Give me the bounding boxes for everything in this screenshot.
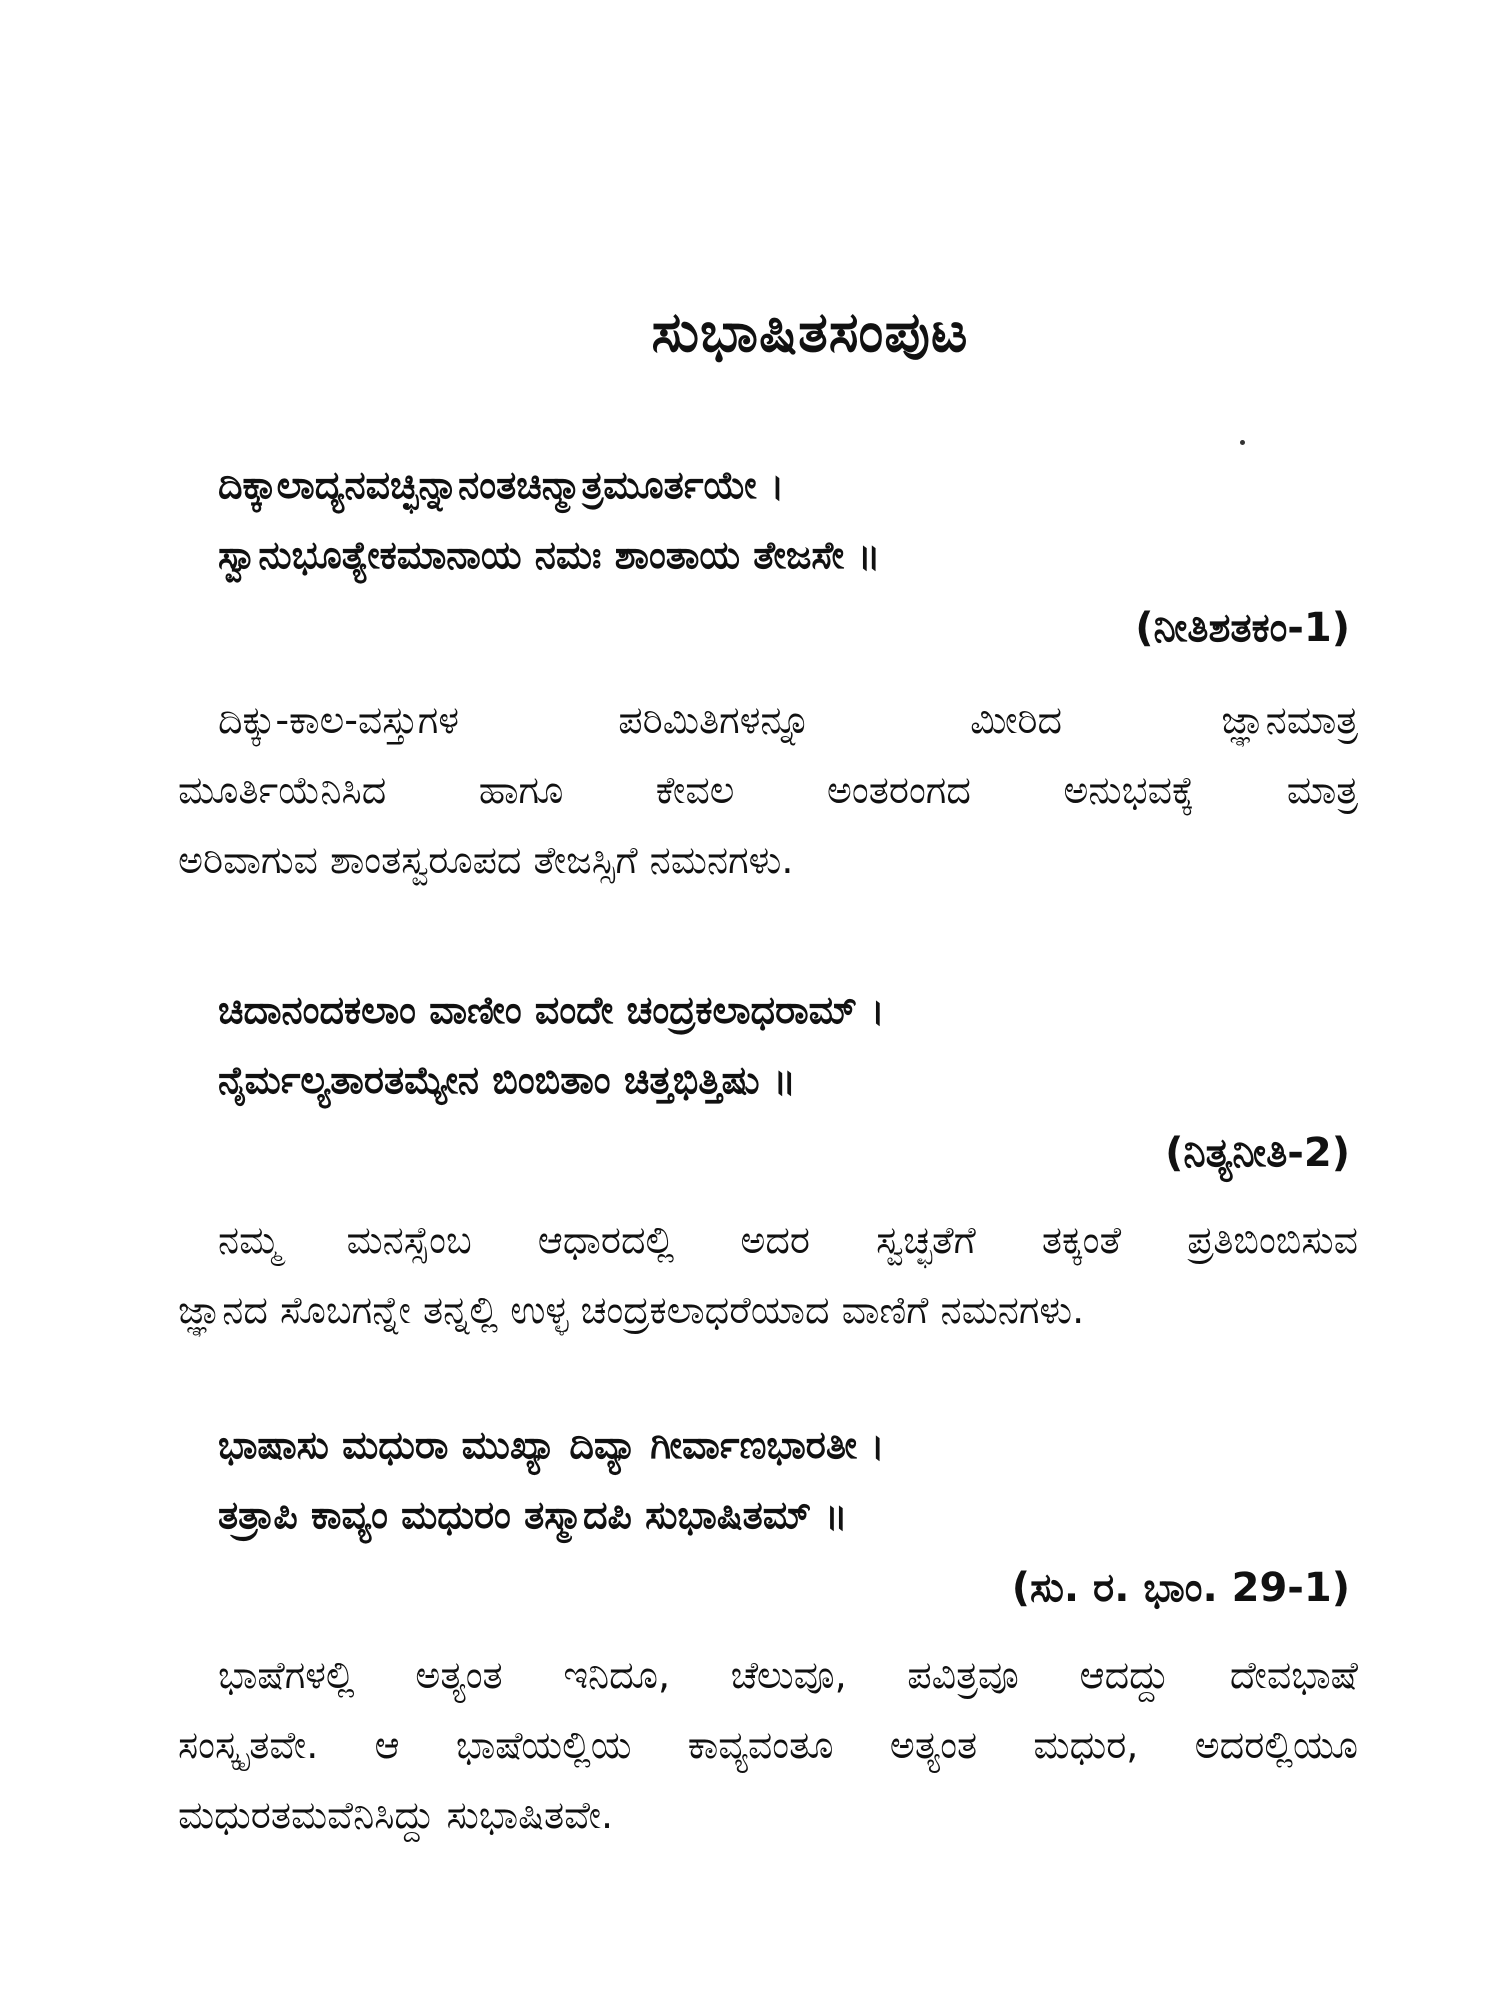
meaning-line: ಸಂಸ್ಕೃತವೇ. ಆ ಭಾಷೆಯಲ್ಲಿಯ ಕಾವ್ಯವಂತೂ ಅತ್ಯಂತ ಮಧುರ, ಅದರಲ್ಲಿಯೂ — [178, 1723, 1358, 1767]
meaning-block-1 — [178, 685, 1358, 895]
verse-source-3: (ಸು. ರ. ಭಾಂ. 29-1) — [1011, 1565, 1350, 1611]
verse-line: ಭಾಷಾಸು ಮಧುರಾ ಮುಖ್ಯಾ ದಿವ್ಯಾ ಗೀರ್ವಾಣಭಾರತೀ । — [218, 1423, 885, 1467]
stray-dot — [1240, 440, 1245, 445]
verse-line: ಚಿದಾನಂದಕಲಾಂ ವಾಣೀಂ ವಂದೇ ಚಂದ್ರಕಲಾಧರಾಮ್ । — [218, 988, 885, 1032]
verse-block-2 — [218, 975, 1378, 1115]
meaning-block-2 — [178, 1205, 1358, 1345]
verse-line: ಸ್ವಾನುಭೂತ್ಯೇಕಮಾನಾಯ ನಮಃ ಶಾಂತಾಯ ತೇಜಸೇ ॥ — [218, 533, 881, 577]
verse-source-2: (ನಿತ್ಯನೀತಿ-2) — [1165, 1130, 1350, 1176]
meaning-line: ನಮ್ಮ ಮನಸ್ಸೆಂಬ ಆಧಾರದಲ್ಲಿ ಅದರ ಸ್ವಚ್ಛತೆಗೆ ತಕ್ಕಂತೆ ಪ್ರತಿಬಿಂಬಿಸುವ — [218, 1218, 1358, 1262]
meaning-line: ಭಾಷೆಗಳಲ್ಲಿ ಅತ್ಯಂತ ಇನಿದೂ, ಚೆಲುವೂ, ಪವಿತ್ರವೂ ಆದದ್ದು ದೇವಭಾಷೆ — [218, 1653, 1358, 1697]
meaning-line: ಮೂರ್ತಿಯೆನಿಸಿದ ಹಾಗೂ ಕೇವಲ ಅಂತರಂಗದ ಅನುಭವಕ್ಕೆ ಮಾತ್ರ — [178, 768, 1358, 812]
verse-block-3 — [218, 1410, 1378, 1550]
verse-line: ದಿಕ್ಕಾಲಾದ್ಯನವಚ್ಛಿನ್ನಾನಂತಚಿನ್ಮಾತ್ರಮೂರ್ತಯೇ । — [218, 463, 785, 507]
verse-block-1 — [218, 450, 1378, 590]
meaning-line: ಜ್ಞಾನದ ಸೊಬಗನ್ನೇ ತನ್ನಲ್ಲಿ ಉಳ್ಳ ಚಂದ್ರಕಲಾಧರೆಯಾದ ವಾಣಿಗೆ ನಮನಗಳು. — [178, 1288, 1085, 1332]
verse-source-1: (ನೀತಿಶತಕಂ-1) — [1135, 605, 1350, 651]
verse-line: ತತ್ರಾಪಿ ಕಾವ್ಯಂ ಮಧುರಂ ತಸ್ಮಾದಪಿ ಸುಭಾಷಿತಮ್ ॥ — [218, 1493, 848, 1537]
page-title: ಸುಭಾಷಿತಸಂಪುಟ — [651, 300, 969, 365]
meaning-line: ದಿಕ್ಕು-ಕಾಲ-ವಸ್ತುಗಳ ಪರಿಮಿತಿಗಳನ್ನೂ ಮೀರಿದ ಜ್ಞಾನಮಾತ್ರ — [218, 698, 1358, 742]
meaning-line: ಅರಿವಾಗುವ ಶಾಂತಸ್ವರೂಪದ ತೇಜಸ್ಸಿಗೆ ನಮನಗಳು. — [178, 838, 794, 882]
meaning-block-3 — [178, 1640, 1358, 1850]
verse-line: ನೈರ್ಮಲ್ಯತಾರತಮ್ಯೇನ ಬಿಂಬಿತಾಂ ಚಿತ್ತಭಿತ್ತಿಷು ॥ — [218, 1058, 796, 1102]
meaning-line: ಮಧುರತಮವೆನಿಸಿದ್ದು ಸುಭಾಷಿತವೇ. — [178, 1793, 614, 1837]
